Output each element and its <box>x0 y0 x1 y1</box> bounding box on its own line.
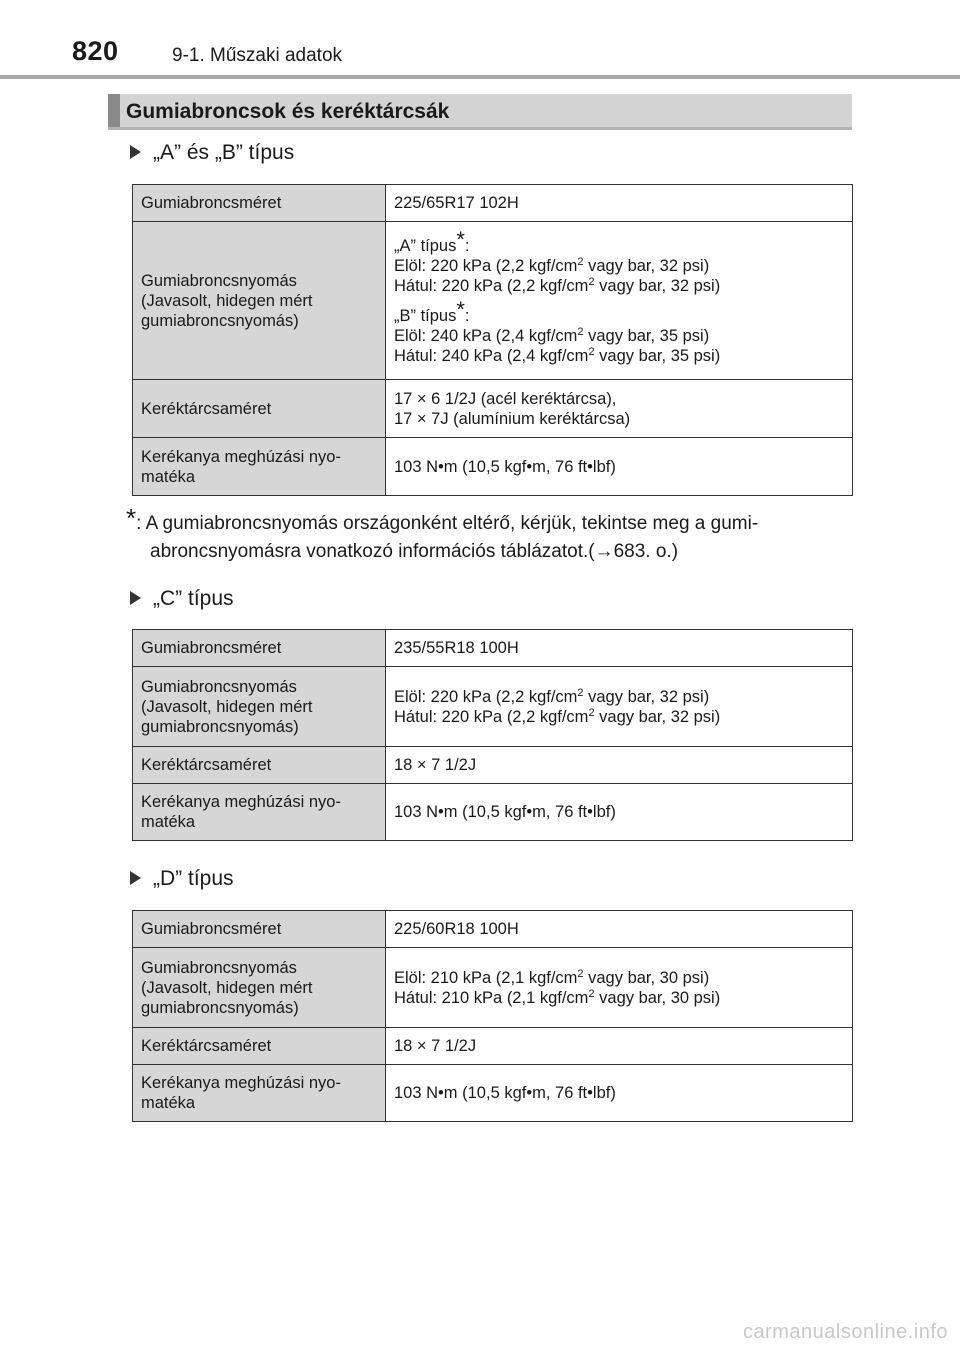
front-pressure-line <box>394 687 844 707</box>
front-pressure-text: Elöl: 220 kPa (2,2 kgf/cm <box>394 687 578 706</box>
table-row <box>133 438 853 496</box>
pressure-suffix: vagy bar, 30 psi) <box>583 968 710 987</box>
superscript-2: 2 <box>588 706 595 719</box>
torque-value: 103 N•m (10,5 kgf•m, 76 ft•lbf) <box>394 457 616 476</box>
key-label: Keréktárcsaméret <box>141 399 272 418</box>
rear-pressure-text: Hátul: 210 kPa (2,1 kgf/cm <box>394 988 589 1007</box>
value-cell <box>386 747 853 784</box>
type-a-label-line <box>394 226 844 256</box>
key-label: matéka <box>141 1094 196 1112</box>
key-label: gumiabroncsnyomás) <box>141 998 299 1017</box>
triangle-bullet-icon <box>130 871 141 885</box>
key-cell <box>133 185 386 222</box>
section-bar-accent <box>108 94 120 127</box>
triangle-bullet-icon <box>130 591 141 605</box>
table-row <box>133 948 853 1028</box>
footnote-asterisk: * <box>126 503 137 533</box>
subheading-text: „C” típus <box>153 587 234 610</box>
spec-table-type-ab <box>132 184 853 496</box>
pressure-suffix: vagy bar, 35 psi) <box>583 326 710 345</box>
type-b-rear-line <box>394 346 844 366</box>
subheading-type-d <box>130 866 234 892</box>
key-label: Keréktárcsaméret <box>141 756 272 774</box>
spec-table-type-c <box>132 629 853 841</box>
type-a-rear-line <box>394 276 844 296</box>
asterisk-mark: * <box>456 296 465 322</box>
value-cell <box>386 222 853 380</box>
header-rule <box>0 75 960 79</box>
wheel-size-steel: 17 × 6 1/2J (acél keréktárcsa), <box>394 389 617 408</box>
rear-pressure-line <box>394 707 844 727</box>
value-cell <box>386 380 853 438</box>
key-label: gumiabroncsnyomás) <box>141 717 299 736</box>
key-label: Gumiabroncsnyomás <box>141 958 297 977</box>
chapter-title: 9-1. Műszaki adatok <box>172 45 343 66</box>
key-cell <box>133 630 386 667</box>
key-label: (Javasolt, hidegen mért <box>141 291 313 310</box>
key-cell <box>133 911 386 948</box>
value-cell <box>386 630 853 667</box>
type-a-label: „A” típus <box>394 236 457 255</box>
watermark: carmanualsonline.info <box>742 1321 948 1343</box>
table-row <box>133 1028 853 1065</box>
value-cell <box>386 1065 853 1122</box>
wheel-size-value: 18 × 7 1/2J <box>394 1037 477 1055</box>
key-cell <box>133 380 386 438</box>
key-label: (Javasolt, hidegen mért <box>141 978 313 997</box>
key-label: Keréktárcsaméret <box>141 1037 272 1055</box>
superscript-2: 2 <box>588 987 595 1000</box>
table-row <box>133 667 853 747</box>
pressure-suffix: vagy bar, 32 psi) <box>594 276 721 295</box>
page-header <box>0 0 960 80</box>
pressure-suffix: vagy bar, 32 psi) <box>583 687 710 706</box>
value-cell <box>386 784 853 841</box>
key-label: Kerékanya meghúzási nyo- <box>141 1074 341 1092</box>
spec-table-type-d <box>132 910 853 1122</box>
footnote <box>126 503 850 566</box>
page-number: 820 <box>72 36 119 66</box>
front-pressure-text: Elöl: 210 kPa (2,1 kgf/cm <box>394 968 578 987</box>
tire-size-value: 225/60R18 100H <box>394 920 519 938</box>
superscript-2: 2 <box>588 345 595 358</box>
table-row <box>133 1065 853 1122</box>
value-cell <box>386 185 853 222</box>
front-pressure-text: Elöl: 240 kPa (2,4 kgf/cm <box>394 326 578 345</box>
section-title: Gumiabroncsok és keréktárcsák <box>126 100 450 123</box>
footnote-line-2: abroncsnyomásra vonatkozó információs táblázatot.(→683. o.) <box>150 541 679 562</box>
rear-pressure-text: Hátul: 240 kPa (2,4 kgf/cm <box>394 346 589 365</box>
pressure-suffix: vagy bar, 30 psi) <box>594 988 721 1007</box>
torque-value: 103 N•m (10,5 kgf•m, 76 ft•lbf) <box>394 803 616 821</box>
key-cell <box>133 438 386 496</box>
pressure-suffix: vagy bar, 32 psi) <box>583 256 710 275</box>
key-label: gumiabroncsnyomás) <box>141 311 299 330</box>
rear-pressure-text: Hátul: 220 kPa (2,2 kgf/cm <box>394 276 589 295</box>
superscript-2: 2 <box>577 686 584 699</box>
value-cell <box>386 667 853 747</box>
key-label: matéka <box>141 467 196 486</box>
key-cell <box>133 784 386 841</box>
key-cell <box>133 1028 386 1065</box>
key-label: Gumiabroncsméret <box>141 920 282 938</box>
table-row <box>133 185 853 222</box>
type-a-front-line <box>394 256 844 276</box>
section-title-bar <box>108 94 852 130</box>
key-label: Kerékanya meghúzási nyo- <box>141 447 341 466</box>
key-label: Gumiabroncsméret <box>141 194 282 212</box>
front-pressure-text: Elöl: 220 kPa (2,2 kgf/cm <box>394 256 578 275</box>
footnote-line-1: : A gumiabroncsnyomás országonként eltérő, kérjük, tekintse meg a gumi- <box>136 513 759 534</box>
table-row <box>133 784 853 841</box>
type-b-front-line <box>394 326 844 346</box>
table-row <box>133 380 853 438</box>
superscript-2: 2 <box>577 325 584 338</box>
asterisk-mark: * <box>456 226 465 252</box>
torque-value: 103 N•m (10,5 kgf•m, 76 ft•lbf) <box>394 1084 616 1102</box>
key-label: Gumiabroncsméret <box>141 639 282 657</box>
key-label: Gumiabroncsnyomás <box>141 271 297 290</box>
colon: : <box>464 236 470 255</box>
pressure-suffix: vagy bar, 32 psi) <box>594 707 721 726</box>
type-b-label-line <box>394 296 844 326</box>
key-label: (Javasolt, hidegen mért <box>141 697 313 716</box>
front-pressure-line <box>394 968 844 988</box>
table-row <box>133 911 853 948</box>
colon: : <box>464 306 470 325</box>
superscript-2: 2 <box>588 275 595 288</box>
subheading-text: „A” és „B” típus <box>153 141 295 164</box>
key-cell <box>133 948 386 1028</box>
triangle-bullet-icon <box>130 145 141 159</box>
value-cell <box>386 438 853 496</box>
key-cell <box>133 667 386 747</box>
rear-pressure-line <box>394 988 844 1008</box>
rear-pressure-text: Hátul: 220 kPa (2,2 kgf/cm <box>394 707 589 726</box>
tire-size-value: 225/65R17 102H <box>394 194 519 212</box>
key-cell <box>133 747 386 784</box>
key-label: matéka <box>141 813 196 831</box>
table-row <box>133 747 853 784</box>
table-row <box>133 630 853 667</box>
subheading-type-c <box>130 586 234 612</box>
type-b-label: „B” típus <box>394 306 457 325</box>
key-cell <box>133 1065 386 1122</box>
superscript-2: 2 <box>577 255 584 268</box>
value-cell <box>386 948 853 1028</box>
key-label: Gumiabroncsnyomás <box>141 677 297 696</box>
pressure-suffix: vagy bar, 35 psi) <box>594 346 721 365</box>
value-cell <box>386 1028 853 1065</box>
subheading-type-ab <box>130 140 294 166</box>
key-cell <box>133 222 386 380</box>
subheading-text: „D” típus <box>153 867 234 890</box>
wheel-size-alloy: 17 × 7J (alumínium keréktárcsa) <box>394 409 631 428</box>
key-label: Kerékanya meghúzási nyo- <box>141 793 341 811</box>
table-row <box>133 222 853 380</box>
superscript-2: 2 <box>577 967 584 980</box>
value-cell <box>386 911 853 948</box>
tire-size-value: 235/55R18 100H <box>394 639 519 657</box>
wheel-size-value: 18 × 7 1/2J <box>394 756 477 774</box>
